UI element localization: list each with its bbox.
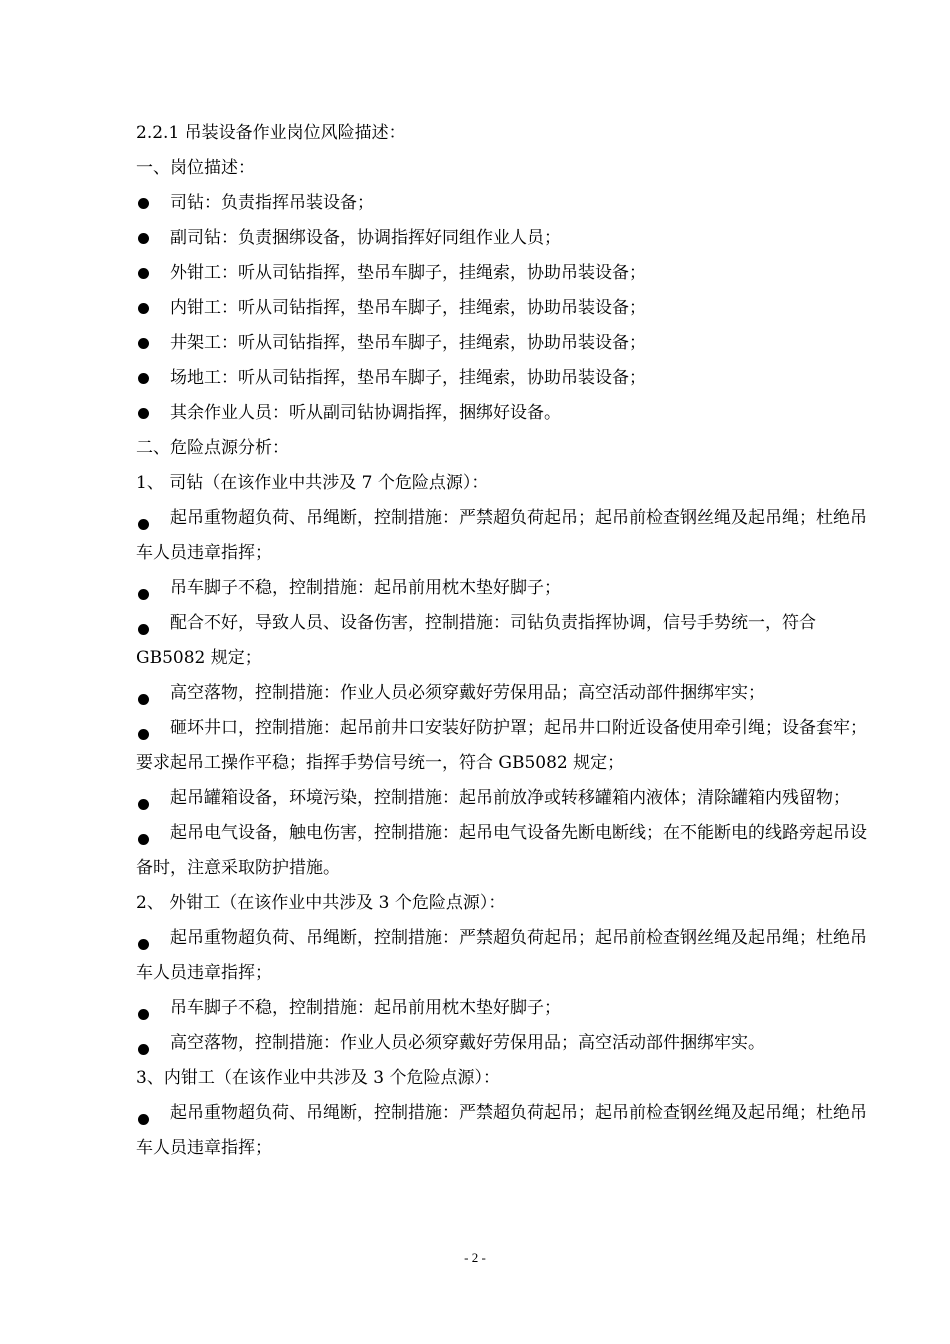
hazard-item: 起吊重物超负荷、吊绳断，控制措施：严禁超负荷起吊；起吊前检查钢丝绳及起吊绳；杜绝吊车人员违章指挥； — [136, 1103, 867, 1158]
bullet-icon — [138, 1044, 149, 1055]
bullet-icon — [138, 268, 149, 279]
bullet-icon — [138, 198, 149, 209]
hazard-item: 起吊重物超负荷、吊绳断，控制措施：严禁超负荷起吊；起吊前检查钢丝绳及起吊绳；杜绝吊车人员违章指挥； — [136, 508, 867, 563]
group-heading: 1、 司钻（在该作业中共涉及 7 个危险点源）： — [136, 473, 489, 493]
group-heading: 2、 外钳工（在该作业中共涉及 3 个危险点源）： — [136, 893, 506, 913]
group-heading: 3、内钳工（在该作业中共涉及 3 个危险点源）： — [136, 1068, 500, 1088]
bullet-icon — [138, 1009, 149, 1020]
hazard-item: 吊车脚子不稳，控制措施：起吊前用枕木垫好脚子； — [136, 571, 872, 606]
bullet-icon — [138, 303, 149, 314]
bullet-icon — [138, 589, 149, 600]
bullet-icon — [138, 729, 149, 740]
bullet-icon — [138, 1114, 149, 1125]
role-item: 场地工：听从司钻指挥，垫吊车脚子，挂绳索，协助吊装设备； — [136, 361, 872, 396]
bullet-icon — [138, 373, 149, 384]
bullet-icon — [138, 408, 149, 419]
role-item: 内钳工：听从司钻指挥，垫吊车脚子，挂绳索，协助吊装设备； — [136, 291, 872, 326]
hazard-item: 配合不好，导致人员、设备伤害，控制措施：司钻负责指挥协调，信号手势统一，符合 GB5082 规定； — [136, 613, 816, 668]
bullet-icon — [138, 519, 149, 530]
hazard-item: 高空落物，控制措施：作业人员必须穿戴好劳保用品；高空活动部件捆绑牢实。 — [136, 1026, 872, 1061]
page-number: - 2 - — [464, 1250, 486, 1265]
bullet-icon — [138, 338, 149, 349]
part1-heading: 一、岗位描述： — [136, 158, 255, 178]
bullet-icon — [138, 694, 149, 705]
section-title: 2.2.1 吊装设备作业岗位风险描述： — [136, 123, 406, 143]
role-item: 井架工：听从司钻指挥，垫吊车脚子，挂绳索，协助吊装设备； — [136, 326, 872, 361]
hazard-item: 吊车脚子不稳，控制措施：起吊前用枕木垫好脚子； — [136, 991, 872, 1026]
role-item: 外钳工：听从司钻指挥，垫吊车脚子，挂绳索，协助吊装设备； — [136, 256, 872, 291]
hazard-item: 起吊重物超负荷、吊绳断，控制措施：严禁超负荷起吊；起吊前检查钢丝绳及起吊绳；杜绝吊车人员违章指挥； — [136, 928, 867, 983]
hazard-item: 起吊罐箱设备，环境污染，控制措施：起吊前放净或转移罐箱内液体；清除罐箱内残留物； — [136, 781, 872, 816]
role-item: 司钻：负责指挥吊装设备； — [136, 186, 872, 221]
role-item: 副司钻：负责捆绑设备，协调指挥好同组作业人员； — [136, 221, 872, 256]
hazard-item: 高空落物，控制措施：作业人员必须穿戴好劳保用品；高空活动部件捆绑牢实； — [136, 676, 872, 711]
part2-heading: 二、危险点源分析： — [136, 438, 289, 458]
hazard-item: 起吊电气设备，触电伤害，控制措施：起吊电气设备先断电断线；在不能断电的线路旁起吊设备时，注意采取防护措施。 — [136, 823, 867, 878]
bullet-icon — [138, 834, 149, 845]
role-item: 其余作业人员：听从副司钻协调指挥，捆绑好设备。 — [136, 396, 872, 431]
bullet-icon — [138, 233, 149, 244]
hazard-item: 砸坏井口，控制措施：起吊前井口安装好防护罩；起吊井口附近设备使用牵引绳；设备套牢；要求起吊工操作平稳；指挥手势信号统一，符合 GB5082 规定； — [136, 718, 867, 773]
bullet-icon — [138, 939, 149, 950]
document-body — [136, 116, 872, 1166]
bullet-icon — [138, 799, 149, 810]
bullet-icon — [138, 624, 149, 635]
